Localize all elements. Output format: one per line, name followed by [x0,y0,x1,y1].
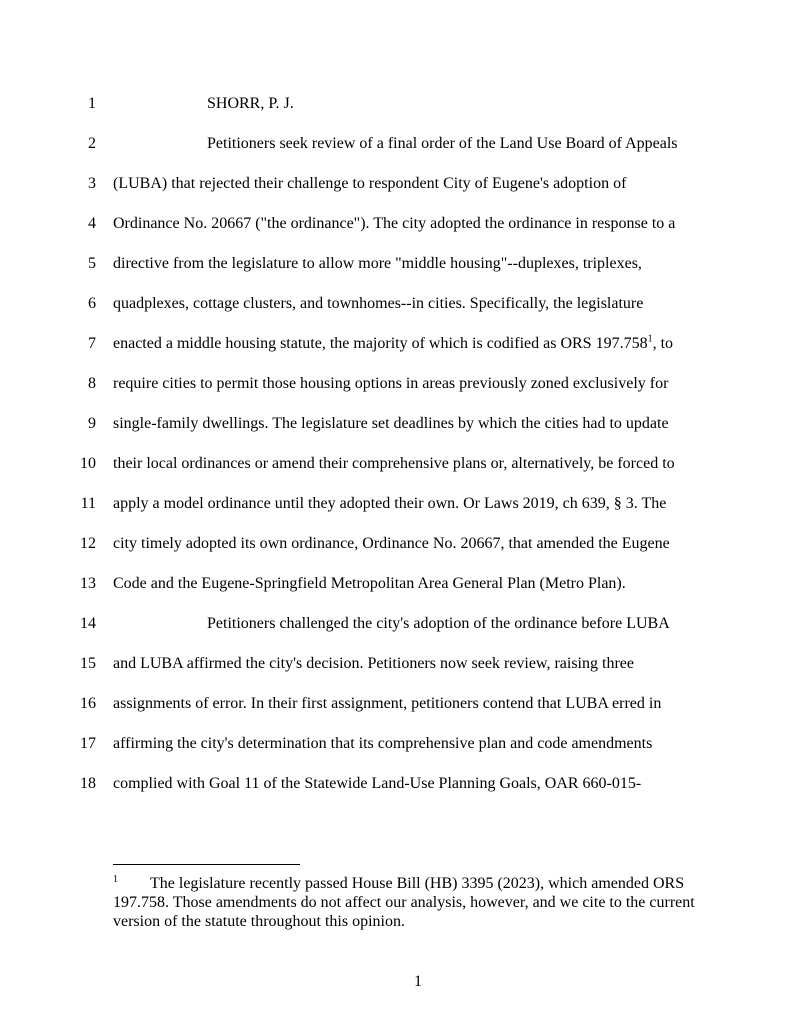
footnote-separator [113,864,300,865]
footnote-marker: 1 [113,873,118,885]
page-number: 1 [414,973,422,990]
line-2 [0,132,800,156]
line-number: 14 [80,615,96,632]
line-text: Ordinance No. 20667 ("the ordinance"). The city adopted the ordinance in response to a [113,215,676,232]
footnote-text: The legislature recently passed House Bill (HB) 3395 (2023), which amended ORS 197.758. Those amendments do not affect our analysis, however, and we cite to the current version of the statute throughout this opinion. [113,875,695,930]
line-10 [0,452,800,476]
line-number: 1 [88,95,96,112]
line-17 [0,732,800,756]
line-4 [0,212,800,236]
line-number: 15 [80,655,96,672]
line-text: city timely adopted its own ordinance, Ordinance No. 20667, that amended the Eugene [113,535,670,552]
line-text: Petitioners seek review of a final order of the Land Use Board of Appeals [207,135,678,152]
line-13 [0,572,800,596]
line-6 [0,292,800,316]
line-15 [0,652,800,676]
line-number: 3 [88,175,96,192]
line-12 [0,532,800,556]
line-text: require cities to permit those housing options in areas previously zoned exclusively for [113,375,669,392]
line-number: 9 [88,415,96,432]
line-3 [0,172,800,196]
line-11 [0,492,800,516]
line-18 [0,772,800,796]
line-5 [0,252,800,276]
line-number: 2 [88,135,96,152]
line-number: 16 [80,695,96,712]
line-text-before: enacted a middle housing statute, the majority of which is codified as ORS 197.758 [113,335,648,352]
line-text-after: , to [652,335,674,352]
line-number: 17 [80,735,96,752]
line-text: their local ordinances or amend their comprehensive plans or, alternatively, be forced to [113,455,675,472]
line-number: 4 [88,215,96,232]
line-16 [0,692,800,716]
line-text: (LUBA) that rejected their challenge to respondent City of Eugene's adoption of [113,175,627,192]
line-text [113,332,673,356]
line-text: and LUBA affirmed the city's decision. Petitioners now seek review, raising three [113,655,634,672]
line-7 [0,332,800,356]
line-text: apply a model ordinance until they adopted their own. Or Laws 2019, ch 639, § 3. The [113,495,667,512]
line-text: complied with Goal 11 of the Statewide Land-Use Planning Goals, OAR 660-015- [113,775,642,792]
line-text: affirming the city's determination that its comprehensive plan and code amendments [113,735,653,752]
footnote-reference[interactable]: 1 [647,333,653,345]
line-number: 13 [80,575,96,592]
line-number: 18 [80,775,96,792]
footnote [113,874,725,931]
line-9 [0,412,800,436]
line-number: 10 [80,455,96,472]
line-number: 5 [88,255,96,272]
line-number: 7 [88,335,96,352]
line-text: quadplexes, cottage clusters, and townhomes--in cities. Specifically, the legislature [113,295,644,312]
line-text: assignments of error. In their first assignment, petitioners contend that LUBA erred in [113,695,662,712]
line-number: 8 [88,375,96,392]
line-number: 12 [80,535,96,552]
line-text: directive from the legislature to allow more "middle housing"--duplexes, triplexes, [113,255,642,272]
line-number: 6 [88,295,96,312]
author-heading: SHORR, P. J. [207,95,294,112]
line-text: single-family dwellings. The legislature set deadlines by which the cities had to update [113,415,669,432]
line-8 [0,372,800,396]
line-14 [0,612,800,636]
line-text: Code and the Eugene-Springfield Metropolitan Area General Plan (Metro Plan). [113,575,626,592]
line-number: 11 [80,495,96,512]
line-1 [0,92,800,116]
line-text: Petitioners challenged the city's adoption of the ordinance before LUBA [207,615,670,632]
